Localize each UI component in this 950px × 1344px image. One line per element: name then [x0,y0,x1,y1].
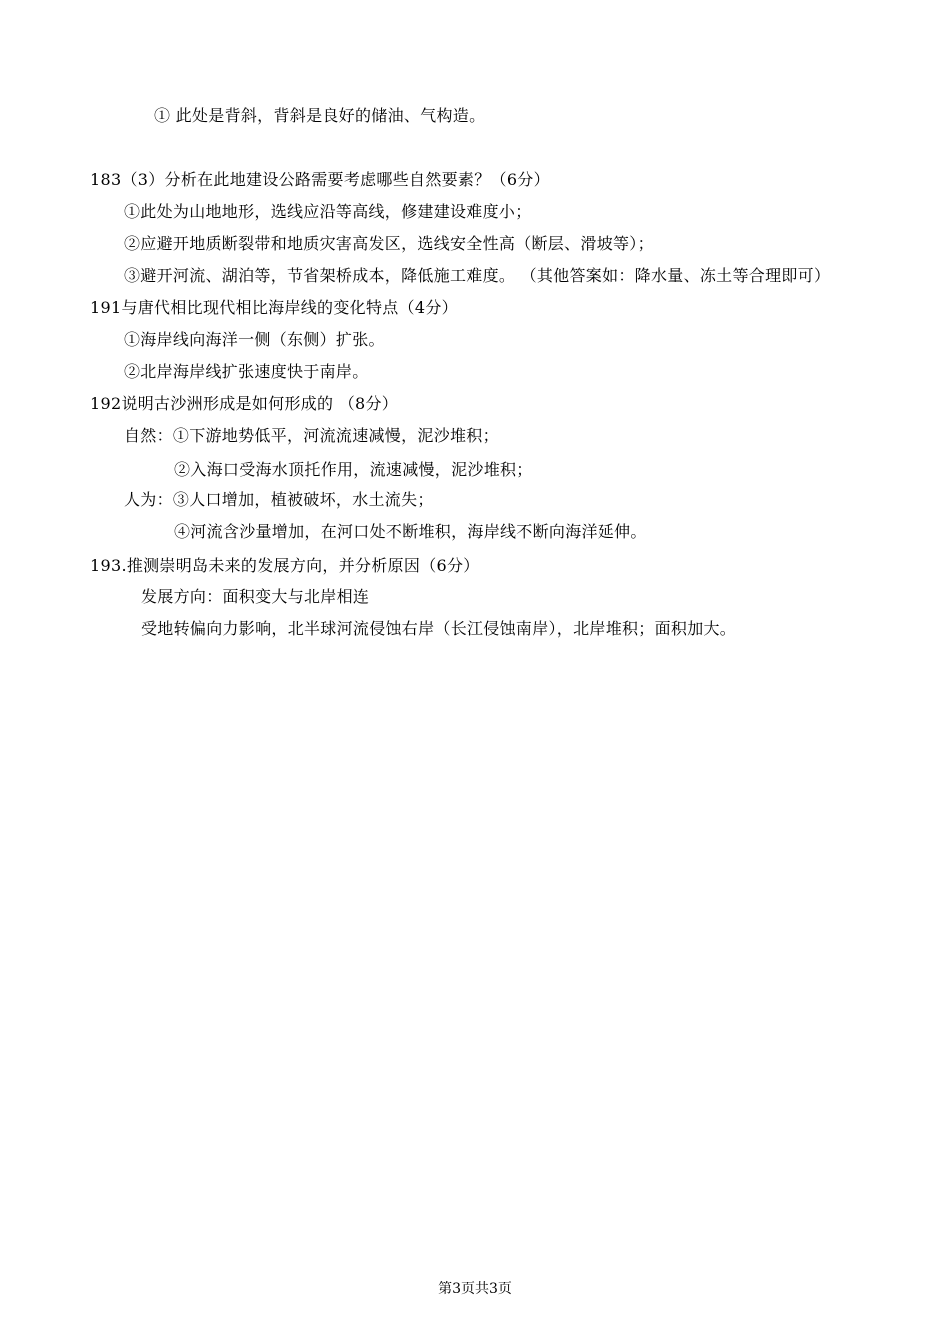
question-192-natural-1: 自然：①下游地势低平，河流流速减慢，泥沙堆积； [124,426,499,445]
question-183-title: 183（3）分析在此地建设公路需要考虑哪些自然要素？（6分） [90,170,550,189]
question-192-natural-2: ②入海口受海水顶托作用，流速减慢，泥沙堆积； [174,460,533,479]
question-192-title: 192说明古沙洲形成是如何形成的 （8分） [90,394,399,413]
question-193-direction: 发展方向：面积变大与北岸相连 [141,587,370,606]
question-191-point-2: ②北岸海岸线扩张速度快于南岸。 [124,362,369,381]
page-number: 第3页共3页 [438,1281,512,1297]
question-183-point-2: ②应避开地质断裂带和地质灾害高发区，选线安全性高（断层、滑坡等）； [124,234,654,253]
question-192-human-2: ④河流含沙量增加，在河口处不断堆积，海岸线不断向海洋延伸。 [174,522,647,541]
question-183-point-1: ①此处为山地地形，选线应沿等高线，修建建设难度小； [124,202,532,221]
question-183-point-3: ③避开河流、湖泊等，节省架桥成本，降低施工难度。 （其他答案如：降水量、冻土等合理即可） [124,266,831,285]
question-191-title: 191与唐代相比现代相比海岸线的变化特点（4分） [90,298,458,317]
prev-answer-point-1: ① 此处是背斜，背斜是良好的储油、气构造。 [154,106,486,125]
question-193-title: 193.推测崇明岛未来的发展方向，并分析原因（6分） [90,556,480,575]
question-191-point-1: ①海岸线向海洋一侧（东侧）扩张。 [124,330,385,349]
question-192-human-1: 人为：③人口增加，植被破坏，水土流失； [124,490,434,509]
question-193-reason: 受地转偏向力影响，北半球河流侵蚀右岸（长江侵蚀南岸），北岸堆积；面积加大。 [141,619,737,638]
